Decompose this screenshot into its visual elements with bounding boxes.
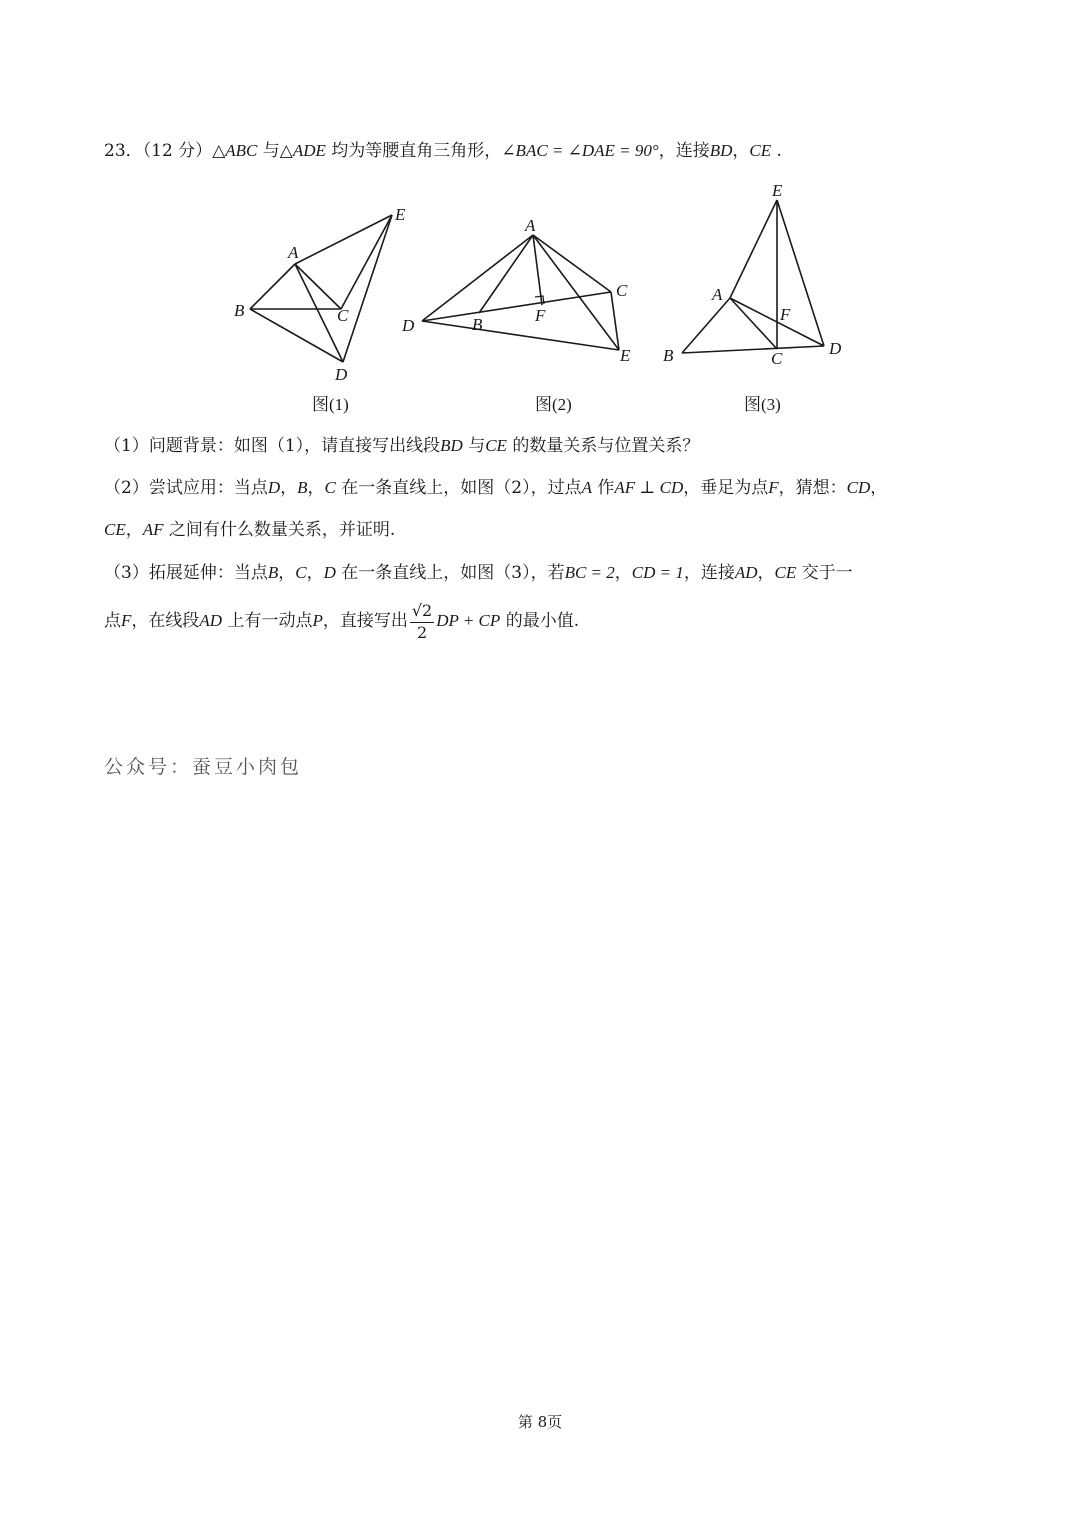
fig1-label-E: E: [395, 205, 406, 224]
fig3-label-E: E: [772, 181, 783, 200]
fig1-seg-DE: [343, 215, 392, 362]
fig1-label-A: A: [288, 243, 299, 262]
fig2-label-A: A: [525, 216, 536, 235]
part2-text-line1: （2）尝试应用：当点D，B，C 在一条直线上，如图（2），过点A 作AF ⊥ CD，垂足为点F，猜想：CD，: [104, 478, 888, 498]
fig3-seg-BD: [682, 346, 824, 353]
fig3-label-C: C: [771, 349, 783, 368]
fig2-label-D: D: [402, 316, 415, 335]
page-number: 第 8页: [517, 1413, 563, 1431]
fig3-label-D: D: [829, 339, 842, 358]
fig2-seg-DC: [422, 292, 611, 321]
fig3-caption: 图(3): [744, 395, 781, 414]
part1-text: （1）问题背景：如图（1），请直接写出线段BD 与CE 的数量关系与位置关系？: [104, 436, 700, 456]
fig1-seg-BD: [250, 309, 343, 362]
figure-3: [682, 200, 824, 353]
fig2-seg-AD: [422, 235, 533, 321]
part3-text-line2: 点F，在线段AD 上有一动点P，直接写出 $\frac{√2}{2}$ DP + CP 的最小值.: [104, 601, 580, 642]
fig3-seg-AC: [730, 298, 777, 349]
geometry-figures: [225, 178, 875, 418]
fig3-label-A: A: [712, 285, 723, 304]
problem-score: （12 分）: [142, 141, 213, 161]
fig3-label-B: B: [663, 346, 674, 365]
fig2-label-E: E: [620, 346, 631, 365]
fig2-label-B: B: [472, 315, 483, 334]
fig2-seg-DE: [422, 321, 619, 350]
fig3-seg-AE: [730, 200, 777, 298]
fig1-label-C: C: [337, 306, 349, 325]
fig1-seg-AC: [295, 264, 341, 309]
fig3-seg-DE: [777, 200, 824, 346]
figure-1: [250, 215, 392, 362]
fig2-seg-AB: [479, 235, 533, 313]
fig3-label-F: F: [780, 305, 791, 324]
fig1-caption: 图(1): [312, 395, 349, 414]
part3-text-line1: （3）拓展延伸：当点B，C，D 在一条直线上，如图（3），若BC = 2，CD = 1，连接AD，CE 交于一: [104, 563, 853, 583]
fig1-label-D: D: [335, 365, 348, 384]
fig1-seg-AB: [250, 264, 295, 309]
part2-text-line2: CE，AF 之间有什么数量关系，并证明.: [104, 520, 396, 540]
problem-intro: 23．（12 分）△ABC 与△ADE 均为等腰直角三角形，∠BAC = ∠DAE = 90°，连接BD，CE .: [104, 141, 782, 161]
sqrt2-over-2-fraction: $\frac{√2}{2}$: [411, 601, 433, 642]
fig2-caption: 图(2): [535, 395, 572, 414]
fig3-seg-AB: [682, 298, 730, 353]
fig1-label-B: B: [234, 301, 245, 320]
fig1-seg-AD: [295, 264, 343, 362]
fig1-seg-CE: [341, 215, 392, 309]
fig2-label-F: F: [535, 306, 546, 325]
fig2-seg-AC: [533, 235, 611, 292]
problem-number: 23．: [104, 141, 143, 161]
watermark-text: 公众号：蚕豆小肉包: [104, 756, 303, 778]
figure-2: [422, 235, 619, 350]
angle-condition: ∠BAC = ∠DAE = 90°: [501, 141, 659, 160]
fig2-label-C: C: [616, 281, 628, 300]
